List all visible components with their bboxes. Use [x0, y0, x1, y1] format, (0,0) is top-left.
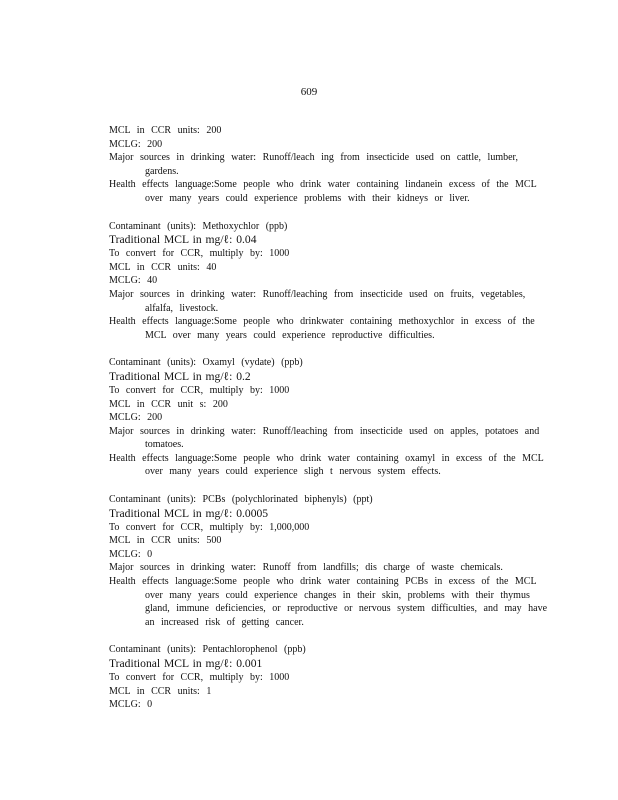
traditional-mcl: Traditional MCL in mg/ℓ: 0.001: [109, 657, 263, 670]
health-effects: Health effects language:Some people who drinkwater containing methoxychlor in excess of the MCL over many years could experience reproductive difficulties.: [109, 316, 535, 341]
health-effects: Health effects language:Some people who drink water containing oxamyl in excess of the MCL over many years could experience sligh t nervous system effects.: [109, 452, 544, 478]
mcl-ccr-units: MCL in CCR units: 40: [109, 261, 217, 273]
mcl-ccr-units: MCL in CCR units: 200: [109, 125, 222, 136]
traditional-mcl: Traditional MCL in mg/ℓ: 0.2: [109, 369, 251, 383]
convert-factor: To convert for CCR, multiply by: 1000: [109, 248, 290, 260]
section-methoxychlor: [109, 220, 549, 343]
contaminant-heading: Contaminant (units): Oxamyl (vydate) (ppb): [109, 357, 303, 369]
section-pentachlorophenol: [109, 643, 549, 711]
convert-factor: To convert for CCR, multiply by: 1000: [109, 384, 290, 396]
mclg-value: MCLG: 0: [109, 548, 153, 560]
section-oxamyl: [109, 356, 549, 479]
health-effects: Health effects language:Some people who drink water containing lindanein excess of the MCL over many years could experience problems with their kidneys or liver.: [109, 179, 537, 204]
section-lindane-continued: [109, 124, 549, 206]
traditional-mcl: Traditional MCL in mg/ℓ: 0.0005: [109, 506, 269, 520]
mcl-ccr-units: MCL in CCR units: 1: [109, 685, 212, 697]
major-sources: Major sources in drinking water: Runoff from landfills; dis charge of waste chemicals.: [109, 562, 503, 574]
contaminant-heading: Contaminant (units): Pentachlorophenol (ppb): [109, 644, 306, 656]
convert-factor: To convert for CCR, multiply by: 1000: [109, 672, 290, 683]
mcl-ccr-units: MCL in CCR units: 500: [109, 535, 222, 547]
section-pcbs: [109, 493, 549, 629]
contaminant-heading: Contaminant (units): PCBs (polychlorinated biphenyls) (ppt): [109, 494, 373, 506]
mcl-ccr-units: MCL in CCR unit s: 200: [109, 398, 228, 410]
contaminant-heading: Contaminant (units): Methoxychlor (ppb): [109, 220, 288, 232]
mclg-value: MCLG: 40: [109, 275, 158, 287]
health-effects: Health effects language:Some people who drink water containing PCBs in excess of the MCL over many years could experience changes in their skin, problems with their thymus gland, immune deficiencies, or reproductive or nervous system difficulties, and may have an increased risk of getting cancer.: [109, 576, 548, 628]
major-sources: Major sources in drinking water: Runoff/leach ing from insecticide used on cattle, lumber, gardens.: [109, 152, 518, 177]
major-sources: Major sources in drinking water: Runoff/leaching from insecticide used on fruits, vegetables, alfalfa, livestock.: [109, 288, 526, 314]
mclg-value: MCLG: 200: [109, 412, 163, 424]
document-body: [109, 124, 549, 726]
mclg-value: MCLG: 200: [109, 138, 163, 150]
traditional-mcl: Traditional MCL in mg/ℓ: 0.04: [109, 233, 257, 247]
page-number: 609: [300, 86, 318, 98]
major-sources: Major sources in drinking water: Runoff/leaching from insecticide used on apples, potatoes and tomatoes.: [109, 425, 540, 451]
mclg-value: MCLG: 0: [109, 699, 153, 711]
convert-factor: To convert for CCR, multiply by: 1,000,000: [109, 521, 310, 533]
